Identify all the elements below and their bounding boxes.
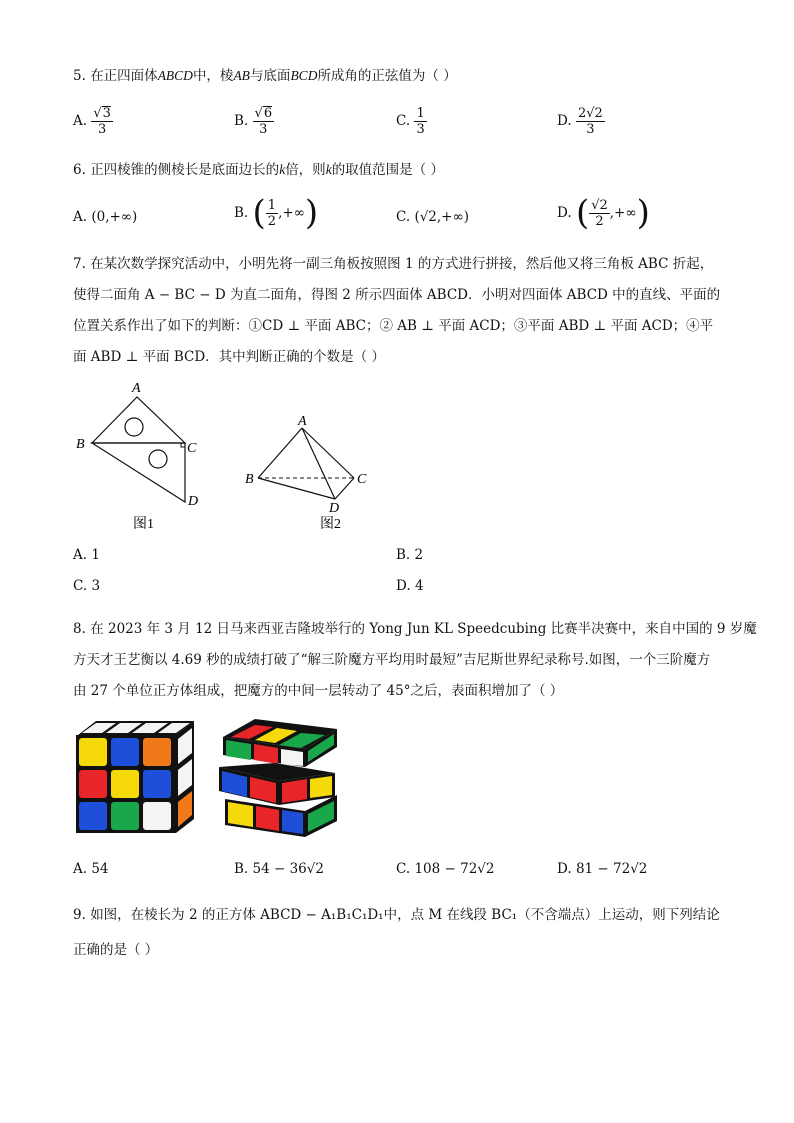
hole-circle-2 [149,450,167,468]
edge-bd [258,478,335,499]
q8-line-2: 方天才王艺衡以 4.69 秒的成绩打破了“解三阶魔方平均用时最短”吉尼斯世界纪录称号.如图，一个三阶魔方 [73,652,711,668]
q7-option-b[interactable]: B. 2 [396,547,424,563]
label-d: D [329,501,340,516]
q8-option-b[interactable]: B. 54 − 36√2 [234,861,324,877]
label-b: B [76,437,85,452]
q6-option-a[interactable]: A. (0,+∞) [73,209,138,225]
rubiks-cube-photo-1 [72,715,200,835]
q6-option-d[interactable]: D. ( $\frac{√2}{2}$ ,+∞) [557,193,650,233]
q5-option-c[interactable]: C. $\frac{1}{3}$ [396,106,425,137]
q9-line-2: 正确的是（ ） [73,942,159,958]
edge-ac [302,428,354,478]
q5-option-b[interactable]: B. $\frac{√6}{3}$ [234,106,273,137]
q5-option-d[interactable]: D. $\frac{2√2}{3}$ [557,106,603,137]
figure-2-caption: 图2 [320,517,341,532]
label-a: A [298,414,307,429]
q8-option-d[interactable]: D. 81 − 72√2 [557,861,648,877]
q6-option-b[interactable]: B. ( $\frac{1}{2}$ ,+∞) [234,193,319,233]
label-a: A [132,381,141,396]
q8-line-1: 8. 在 2023 年 3 月 12 日马来西亚吉隆坡举行的 Yong Jun KL Speedcubing 比赛半决赛中，来自中国的 9 岁魔 [73,621,757,637]
rubiks-cube-photo-2 [215,715,345,840]
q5-option-b-fraction: $\frac{√6}{3}$ [254,106,273,137]
q6-option-b-fraction: $\frac{1}{2}$ [267,197,277,229]
q9-line-1: 9. 如图，在棱长为 2 的正方体 ABCD − A₁B₁C₁D₁中，点 M 在线段 BC₁（不含端点）上运动，则下列结论 [73,907,720,923]
q7-line-4: 面 ABD ⊥ 平面 BCD．其中判断正确的个数是（ ） [73,349,385,365]
triangle-abc [92,397,185,443]
q7-option-a[interactable]: A. 1 [73,547,100,563]
hole-circle-1 [125,418,143,436]
q5-option-c-fraction: $\frac{1}{3}$ [416,106,425,137]
triangle-bcd [92,443,185,502]
q7-option-d[interactable]: D. 4 [396,578,424,594]
label-c: C [187,441,197,456]
label-b: B [245,472,254,487]
q7-line-1: 7. 在某次数学探究活动中，小明先将一副三角板按照图 1 的方式进行拼接，然后他又将三角板 ABC 折起， [73,256,714,272]
edge-ad [302,428,335,499]
q7-line-3: 位置关系作出了如下的判断：①CD ⊥ 平面 ABC；② AB ⊥ 平面 ACD；③平面 ABD ⊥ 平面 ACD；④平 [73,318,714,334]
label-c: C [357,472,367,487]
edge-cd [335,478,354,499]
edge-ab [258,428,302,478]
q5-option-d-fraction: $\frac{2√2}{3}$ [577,106,603,137]
q7-option-c[interactable]: C. 3 [73,578,101,594]
label-d: D [188,494,199,509]
q6-option-c[interactable]: C. (√2,+∞) [396,209,470,225]
q5-stem: 5. 在正四面体ABCD中，棱AB与底面BCD所成角的正弦值为（ ） [73,68,457,84]
q8-option-c[interactable]: C. 108 − 72√2 [396,861,495,877]
figure-1-caption: 图1 [133,517,154,532]
q8-option-a[interactable]: A. 54 [73,861,109,877]
q5-option-a[interactable]: A. $\frac{√3}{3}$ [73,106,111,137]
q7-figure-1 [70,375,220,535]
q7-figure-2 [240,410,380,535]
q8-line-3: 由 27 个单位正方体组成，把魔方的中间一层转动了 45°之后，表面积增加了（ ） [73,683,564,699]
q5-option-a-fraction: $\frac{√3}{3}$ [93,106,111,137]
q6-stem: 6. 正四棱锥的侧棱长是底面边长的k倍，则k的取值范围是（ ） [73,162,444,178]
q6-option-d-fraction: $\frac{√2}{2}$ [591,197,608,229]
right-angle-mark [181,443,185,447]
q7-line-2: 使得二面角 A − BC − D 为直二面角，得图 2 所示四面体 ABCD．小明对四面体 ABCD 中的直线、平面的 [73,287,721,303]
